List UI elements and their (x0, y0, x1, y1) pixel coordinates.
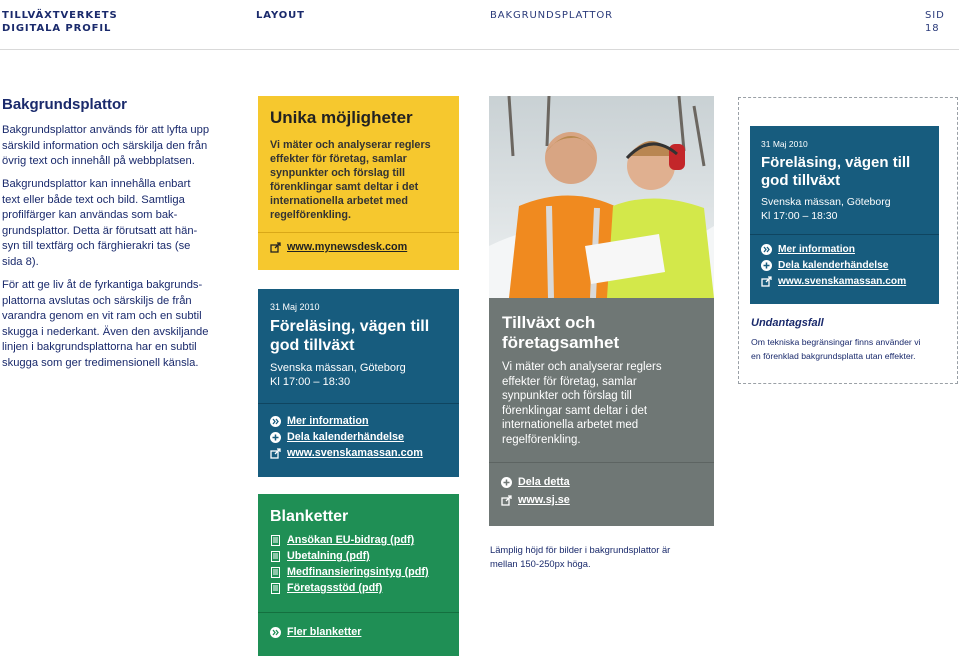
text-line: effekter för företag, samlar (270, 153, 407, 165)
form-link-payment[interactable] (270, 550, 370, 562)
text-line: plattorna avslutas och särskiljs de från (2, 294, 192, 307)
panel-divider (258, 232, 459, 233)
forms-background-panel (258, 494, 459, 656)
share-calendar-link[interactable] (270, 431, 404, 443)
external-link-icon (270, 242, 281, 253)
panel-heading: Unika möjligheter (270, 108, 413, 127)
link-label: Ansökan EU-bidrag (pdf) (287, 534, 415, 546)
text-line: Vi mäter och analyserar reglers (502, 361, 662, 373)
text-line: effekter för företag, samlar (502, 375, 637, 388)
workers-photo (489, 96, 714, 298)
text-line: förenklingar samt deltar i det (502, 404, 648, 417)
text-line: sida 8). (2, 255, 39, 268)
plus-icon (761, 260, 772, 271)
event-time: Kl 17:00 – 18:30 (270, 376, 351, 388)
link-label: Fler blanketter (287, 626, 362, 638)
text-line: företagsamhet (502, 333, 620, 352)
event-heading (761, 154, 910, 190)
text-line: skugga som ger tredimensionell känsla. (2, 356, 199, 369)
header-divider (0, 49, 959, 50)
text-line: syn till textfärg och färghierakri tas (se (2, 240, 191, 252)
text-line: förenklingar samt deltar i det (270, 181, 419, 193)
event-date: 31 Maj 2010 (761, 139, 808, 149)
text-line: en förenklad bakgrundsplatta utan effekter. (751, 351, 916, 361)
text-line: regelförenkling. (502, 433, 581, 446)
link-label: Mer information (287, 415, 369, 427)
text-line: god tillväxt (270, 337, 355, 354)
panel-heading (502, 313, 619, 353)
intro-paragraph-2 (2, 177, 227, 270)
share-link[interactable] (501, 476, 570, 488)
link-label: Dela detta (518, 476, 570, 488)
link-label: Företagsstöd (pdf) (287, 582, 383, 594)
text-line: varandra genom en vit ram och en subtil (2, 310, 202, 322)
text-line: synpunkter och förslag till (270, 167, 405, 179)
double-chevron-icon (270, 627, 281, 638)
text-line: Föreläsing, vägen till (761, 154, 911, 171)
brand-line-1: TILLVÄXTVERKETS (2, 10, 118, 21)
text-line: god tillväxt (761, 172, 841, 189)
text-line: mellan 150-250px höga. (490, 558, 591, 569)
link-label: www.mynewsdesk.com (287, 241, 408, 253)
text-line: övrig text och innehåll på webbplatsen. (2, 155, 195, 167)
share-calendar-link[interactable] (761, 260, 888, 271)
panel-divider (750, 234, 939, 235)
photo-caption (490, 543, 670, 571)
intro-paragraph-1 (2, 123, 227, 170)
event-time: Kl 17:00 – 18:30 (761, 210, 838, 222)
double-chevron-icon (761, 244, 772, 255)
plus-icon (501, 477, 512, 488)
link-label: Medfinansieringsintyg (pdf) (287, 566, 429, 578)
event-date: 31 Maj 2010 (270, 302, 320, 312)
text-line: internationella arbetet med (270, 195, 408, 207)
link-label: Mer information (778, 244, 855, 255)
text-line: För att ge liv åt de fyrkantiga bakgrunds- (2, 279, 203, 291)
plus-icon (270, 432, 281, 443)
brand-name (2, 9, 118, 35)
event-background-panel (258, 289, 459, 477)
panel-divider (258, 403, 459, 404)
text-line: skugga i nederkant. Även den avskiljande (2, 325, 209, 338)
panel-body (270, 138, 431, 222)
link-label: Dela kalenderhändelse (778, 260, 889, 271)
text-line: Om tekniska begränsingar finns använder vi (751, 337, 921, 347)
form-link-cofinancing[interactable] (270, 566, 429, 578)
simple-event-panel (750, 126, 939, 304)
yellow-background-panel (258, 96, 459, 270)
text-line: särskild information och särskilja den från (2, 139, 208, 152)
event-details (761, 195, 891, 223)
panel-body (502, 360, 662, 447)
external-link-icon (501, 495, 512, 506)
svenskamassan-link[interactable] (761, 276, 906, 287)
more-forms-link[interactable] (270, 626, 361, 638)
document-icon (270, 535, 281, 546)
text-line: Bakgrundsplattor används för att lyfta upp (2, 124, 210, 136)
form-link-business-support[interactable] (270, 582, 382, 594)
page-title: Bakgrundsplattor (2, 96, 128, 113)
event-place: Svenska mässan, Göteborg (761, 196, 891, 208)
section-label: LAYOUT (256, 10, 305, 21)
text-line: Tillväxt och (502, 313, 596, 332)
text-line: regelförenkling. (270, 209, 351, 221)
text-line: Föreläsing, vägen till (270, 318, 430, 335)
photo-illustration (489, 96, 714, 298)
topic-label: BAKGRUNDSPLATTOR (490, 10, 613, 21)
event-details (270, 361, 406, 389)
event-heading (270, 317, 429, 355)
document-icon (270, 583, 281, 594)
intro-paragraph-3 (2, 278, 227, 371)
grey-background-panel (489, 298, 714, 526)
external-link-icon (761, 276, 772, 287)
panel-divider (489, 462, 714, 463)
sj-link[interactable] (501, 494, 570, 506)
link-label: www.svenskamassan.com (287, 447, 423, 459)
page-number: SID 18 (925, 10, 945, 34)
mynewsdesk-link[interactable] (270, 241, 407, 253)
text-line: Bakgrundsplattor kan innehålla enbart (2, 178, 191, 190)
text-line: text eller både text och bild. Samtliga (2, 193, 185, 206)
text-line: synpunkter och förslag till (502, 390, 632, 402)
external-link-icon (270, 448, 281, 459)
link-label: www.svenskamassan.com (778, 276, 907, 287)
document-icon (270, 551, 281, 562)
svenskamassan-link[interactable] (270, 447, 423, 459)
event-place: Svenska mässan, Göteborg (270, 362, 406, 374)
panel-heading: Blanketter (270, 508, 349, 525)
text-line: profilfärger kan användas som bak- (2, 209, 178, 221)
more-info-link[interactable] (761, 244, 855, 255)
text-line: Lämplig höjd för bilder i bakgrundsplattor är (490, 544, 671, 555)
document-icon (270, 567, 281, 578)
double-chevron-icon (270, 416, 281, 427)
text-line: linjen i bakgrundsplattorna har en subtil (2, 341, 197, 353)
more-info-link[interactable] (270, 415, 369, 427)
text-line: Vi mäter och analyserar reglers (270, 139, 431, 151)
panel-divider (258, 612, 459, 613)
exception-text (751, 335, 921, 363)
form-link-eu[interactable] (270, 534, 414, 546)
link-label: Dela kalenderhändelse (287, 431, 405, 443)
text-line: internationella arbetet med (502, 419, 639, 431)
text-line: grundsplattor. Detta är förutsatt att hän- (2, 224, 198, 237)
link-label: Ubetalning (pdf) (287, 550, 370, 562)
brand-line-2: DIGITALA PROFIL (2, 23, 112, 34)
exception-title: Undantagsfall (751, 317, 824, 329)
link-label: www.sj.se (518, 494, 570, 506)
